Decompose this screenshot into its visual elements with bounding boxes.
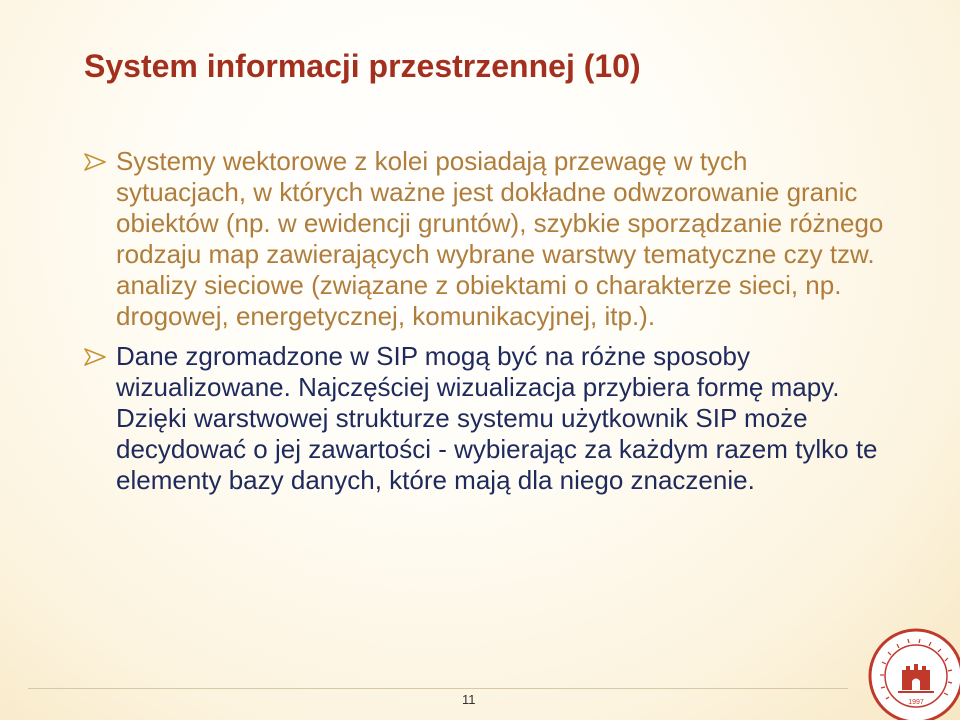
page-number: 11	[462, 692, 476, 707]
slide-title: System informacji przestrzennej (10)	[84, 48, 641, 84]
bullet-item	[84, 146, 884, 332]
seal-year: 1997	[908, 699, 924, 706]
footer-divider	[28, 688, 848, 689]
bullet-text: Systemy wektorowe z kolei posiadają przewagę w tych sytuacjach, w których ważne jest dokładne odwzorowanie granic obiektów (np. w ewidencji gruntów), szybkie sporządzanie różnego rodzaju map zawierających wybrane warstwy tematyczne czy tzw. analizy sieciowe (związane z obiektami o charakterze sieci, np. drogowej, energetycznej, komunikacyjnej, itp.).	[116, 146, 884, 331]
bullet-list	[84, 146, 884, 505]
arrow-bullet-icon	[84, 153, 106, 171]
school-seal-logo	[868, 628, 960, 720]
bullet-item	[84, 341, 884, 496]
bullet-text: Dane zgromadzone w SIP mogą być na różne sposoby wizualizowane. Najczęściej wizualizacja przybiera formę mapy. Dzięki warstwowej strukturze systemu użytkownik SIP może decydować o jej zawartości - wybierając za każdym razem tylko te elementy bazy danych, które mają dla niego znaczenie.	[116, 341, 878, 495]
arrow-bullet-icon	[84, 348, 106, 366]
